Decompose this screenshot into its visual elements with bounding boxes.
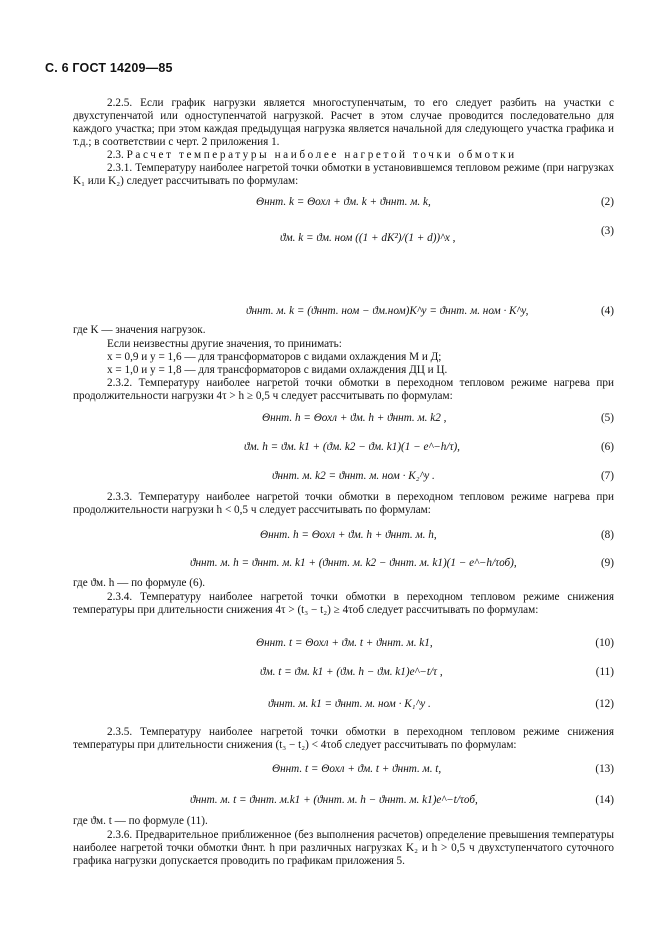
paragraph-2-3-6: 2.3.6. Предварительное приближенное (без выполнения расчетов) определение превышения температуры наиболее нагретой точки обмотки ϑннт. h при различных нагрузках K₂ и h > 0,5 ч двухступенчатого суточного графика нагрузки допускается проводить по графикам приложения 5. (73, 829, 614, 867)
formula-4: ϑннт. м. k = (ϑннт. ном − ϑм.ном)K^y = ϑннт. м. ном · K^y, (246, 305, 529, 317)
formula-3: ϑм. k = ϑм. ном ((1 + dK²)/(1 + d))^x , (280, 232, 456, 244)
paragraph-2-3-1: 2.3.1. Температуру наиболее нагретой точки обмотки в установившемся тепловом режиме (при нагрузках K₁ или K₂) следует рассчитывать по формулам: (73, 162, 614, 187)
section-number: 2.3. (107, 149, 124, 161)
where-formula-6-note: где ϑм. h — по формуле (6). (73, 577, 206, 589)
formula-9-number: (9) (600, 557, 614, 569)
paragraph-2-3-4: 2.3.4. Температуру наиболее нагретой точки обмотки в переходном тепловом режиме снижения температуры при длительности снижения 4τ > (t₃ − t₂) ≥ 4τоб следует рассчитывать по формулам: (73, 591, 614, 616)
xy-values-dc: x = 1,0 и y = 1,8 — для трансформаторов с видами охлаждения ДЦ и Ц. (107, 364, 448, 376)
formula-6: ϑм. h = ϑм. k1 + (ϑм. k2 − ϑм. k1)(1 − e^−h/τ), (244, 441, 460, 453)
formula-5-number: (5) (600, 412, 614, 424)
formula-10: Θннт. t = Θохл + ϑм. t + ϑннт. м. k1, (256, 637, 433, 649)
where-k-note: где K — значения нагрузок. (73, 324, 206, 336)
formula-3-number: (3) (600, 225, 614, 237)
formula-9: ϑннт. м. h = ϑннт. м. k1 + (ϑннт. м. k2 − ϑннт. м. k1)(1 − e^−h/τоб), (190, 557, 517, 569)
formula-2: Θннт. k = Θохл + ϑм. k + ϑннт. м. k, (256, 196, 431, 208)
formula-13: Θннт. t = Θохл + ϑм. t + ϑннт. м. t, (272, 763, 442, 775)
paragraph-2-3-3: 2.3.3. Температуру наиболее нагретой точки обмотки в переходном тепловом режиме нагрева при продолжительности нагрузки h < 0,5 ч следует рассчитывать по формулам: (73, 491, 614, 516)
formula-11-number: (11) (595, 666, 614, 678)
paragraph-2-3-2: 2.3.2. Температуру наиболее нагретой точки обмотки в переходном тепловом режиме нагрева при продолжительности нагрузки 4τ > h ≥ 0,5 ч следует рассчитывать по формулам: (73, 377, 614, 402)
formula-8: Θннт. h = Θохл + ϑм. h + ϑннт. м. h, (260, 529, 437, 541)
section-title: Расчет температуры наиболее нагретой точки обмотки (126, 149, 517, 161)
formula-5: Θннт. h = Θохл + ϑм. h + ϑннт. м. k2 , (262, 412, 447, 424)
section-heading-2-3 (73, 149, 648, 162)
formula-13-number: (13) (595, 763, 614, 775)
if-unknown-note: Если неизвестны другие значения, то принимать: (107, 338, 342, 350)
formula-11: ϑм. t = ϑм. k1 + (ϑм. h − ϑм. k1)e^−t/τ , (260, 666, 443, 678)
formula-12-number: (12) (595, 698, 614, 710)
formula-14-number: (14) (595, 794, 614, 806)
formula-4-number: (4) (600, 305, 614, 317)
formula-8-number: (8) (600, 529, 614, 541)
where-formula-11-note: где ϑм. t — по формуле (11). (73, 815, 208, 827)
formula-7-number: (7) (600, 470, 614, 482)
paragraph-2-2-5: 2.2.5. Если график нагрузки является многоступенчатым, то его следует разбить на участки с двухступенчатой или одноступенчатой нагрузкой. Расчет в этом случае проводится последовательно для каждого участка; при этом каждая предыдущая нагрузка является начальной для следующего участка графика и т.д.; в соответствии с черт. 2 приложения 1. (73, 97, 614, 148)
paragraph-2-3-5: 2.3.5. Температуру наиболее нагретой точки обмотки в переходном тепловом режиме снижения температуры при длительности снижения (t₃ − t₂) < 4τоб следует рассчитывать по формулам: (73, 726, 614, 751)
formula-2-number: (2) (600, 196, 614, 208)
formula-7: ϑннт. м. k2 = ϑннт. м. ном · K₂^y . (272, 470, 435, 482)
xy-values-md: x = 0,9 и y = 1,6 — для трансформаторов с видами охлаждения М и Д; (107, 351, 442, 363)
page-header: С. 6 ГОСТ 14209—85 (45, 61, 173, 75)
formula-6-number: (6) (600, 441, 614, 453)
formula-14: ϑннт. м. t = ϑннт. м.k1 + (ϑннт. м. h − ϑннт. м. k1)e^−t/τоб, (190, 794, 478, 806)
formula-12: ϑннт. м. k1 = ϑннт. м. ном · K₁^y . (268, 698, 431, 710)
formula-10-number: (10) (595, 637, 614, 649)
